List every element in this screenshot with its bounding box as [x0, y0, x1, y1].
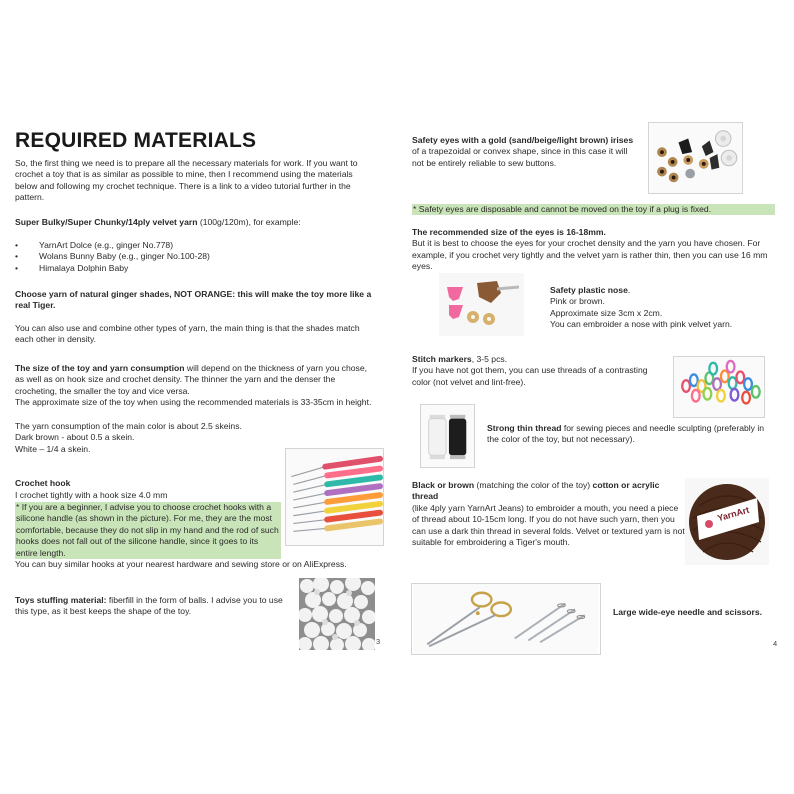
crochet-hook-heading: Crochet hook: [15, 478, 71, 488]
consumption-line: The yarn consumption of the main color is about 2.5 skeins.: [15, 421, 242, 431]
safety-eyes-image: [649, 123, 742, 193]
needle-scissors-caption: Large wide-eye needle and scissors.: [613, 607, 763, 617]
stitch-markers-heading-tail: , 3-5 pcs.: [471, 354, 508, 364]
intro-paragraph: So, the first thing we need is to prepare all the necessary materials for work. If you want to crochet a toy that is as similar as possible to mine, then I recommend using the materials below and following my crochet technique. There is a link to a video tutorial further in the pattern.: [15, 158, 358, 203]
right-page: [397, 0, 794, 794]
combine-yarn-note: You can also use and combine other types of yarn, the main thing is that the shades match each other in density.: [15, 323, 360, 345]
page-title: REQUIRED MATERIALS: [15, 129, 257, 152]
nose-line: Approximate size 3cm x 2cm.: [550, 307, 663, 318]
safety-nose-photo: [439, 273, 524, 336]
stitch-markers-image: [674, 357, 764, 417]
list-item: • Himalaya Dolphin Baby: [15, 263, 377, 274]
yarn-list: [15, 240, 377, 274]
yarn-consumption: [15, 421, 285, 455]
safety-nose-heading-line: Safety plastic nose.: [550, 285, 631, 295]
list-item: • Wolans Bunny Baby (e.g., ginger No.100-28): [15, 251, 377, 262]
yarn-brand-label: YarnArt: [716, 504, 751, 524]
strong-thread-paragraph: [487, 423, 777, 446]
yarn-heading-tail: (100g/120m), for example:: [197, 217, 301, 227]
stuffing-heading: Toys stuffing material:: [15, 595, 107, 605]
safety-nose-paragraph: [550, 285, 780, 331]
safety-eyes-text: of a trapezoidal or convex shape, since in this case it will not be entirely reliable to sew buttons.: [412, 146, 628, 168]
eye-size-heading: The recommended size of the eyes is 16-18mm.: [412, 227, 606, 237]
safety-eyes-highlight-note: * Safety eyes are disposable and cannot be moved on the toy if a plug is fixed.: [412, 204, 775, 215]
needle-scissors-photo: [411, 583, 601, 655]
strong-thread-text: for sewing pieces and needle sculpting (preferably in the color of the toy, but not necessary).: [487, 423, 765, 445]
toy-size-heading: The size of the toy and yarn consumption: [15, 363, 185, 373]
fiberfill-image: [299, 578, 375, 650]
needle-scissors-image: [412, 584, 600, 654]
mouth-thread-text: (like 4ply yarn YarnArt Jeans) to embroider a mouth, you need a piece of thread about 10-15cm long. If you do not have such yarn, then you can use a dark thin thread in several folds. Velvet or textured yarn is not suitable for embroidering a Tiger's mouth.: [412, 502, 685, 548]
mouth-thread-mid: (matching the color of the toy): [474, 480, 593, 490]
nose-line: Pink or brown.: [550, 296, 605, 307]
nose-line: You can embroider a nose with pink velvet yarn.: [550, 319, 733, 330]
toy-size-approx: The approximate size of the toy when using the recommended materials is 33-35cm in height.: [15, 397, 372, 408]
safety-eyes-photo: [648, 122, 743, 194]
page-number: 4: [773, 639, 778, 648]
safety-nose-image: [439, 273, 524, 336]
safety-eyes-paragraph: [412, 135, 637, 169]
consumption-line: Dark brown - about 0.5 a skein.: [15, 432, 135, 443]
fiberfill-photo: [299, 578, 375, 650]
stuffing-paragraph: [15, 595, 295, 618]
eye-size-paragraph: [412, 227, 777, 273]
crochet-hooks-photo: [285, 448, 384, 546]
page-number: 3: [376, 637, 381, 646]
safety-eyes-heading: Safety eyes with a gold (sand/beige/light brown) irises: [412, 135, 634, 145]
yarn-heading-line: [15, 217, 377, 228]
strong-thread-heading: Strong thin thread: [487, 423, 562, 433]
stitch-markers-heading: Stitch markers: [412, 354, 472, 364]
ginger-shade-note: Choose yarn of natural ginger shades, NOT ORANGE: this will make the toy more like a real Tiger.: [15, 289, 372, 311]
stuffing-text: fiberfill in the form of balls. I advise you to use this type, as it best keeps the shape of the toy.: [15, 595, 283, 617]
crochet-hook-text: I crochet tightly with a hook size 4.0 mm: [15, 490, 168, 500]
toy-size-paragraph: [15, 363, 377, 409]
eye-size-text: But it is best to choose the eyes for your crochet density and the yarn you have chosen. For example, if you crochet very tightly and the velvet yarn is rather thin, then you can use 16 mm eyes.: [412, 238, 768, 272]
consumption-line: White – 1/4 a skein.: [15, 443, 91, 454]
crochet-hook-buy-note: You can buy similar hooks at your nearest hardware and sewing store or on AliExpress.: [15, 559, 347, 569]
safety-nose-heading: Safety plastic nose: [550, 285, 628, 295]
crochet-hook-highlight-note: * If you are a beginner, I advise you to choose crochet hooks with a silicone handle (as shown in the picture). For me, they are the most comfortable, because they do not slip in my hand and the rod of such hooks does not fall out of the silicone handle, since it goes to its entire length.: [15, 502, 281, 559]
crochet-hooks-image: [286, 449, 383, 545]
mouth-thread-heading-b: cotton or acrylic thread: [412, 480, 660, 502]
mouth-thread-paragraph: [412, 480, 687, 548]
stitch-markers-text: If you have not got them, you can use threads of a contrasting color (not velvet and lint-free).: [412, 365, 648, 387]
stitch-markers-paragraph: [412, 354, 667, 388]
stitch-markers-photo: [673, 356, 765, 418]
brown-yarn-image: [685, 478, 769, 565]
toy-size-text: will depend on the thickness of yarn you chose, as well as on hook size and crochet density. The thinner the yarn and the denser the crocheting, the smaller the toy and vice versa.: [15, 363, 368, 396]
list-item: • YarnArt Dolce (e.g., ginger No.778): [15, 240, 377, 251]
mouth-thread-heading-a: Black or brown: [412, 480, 475, 490]
thread-spools-image: [421, 405, 474, 467]
yarn-heading: Super Bulky/Super Chunky/14ply velvet yarn: [15, 217, 198, 227]
brown-yarn-photo: [685, 478, 769, 565]
thread-spools-photo: [420, 404, 475, 468]
